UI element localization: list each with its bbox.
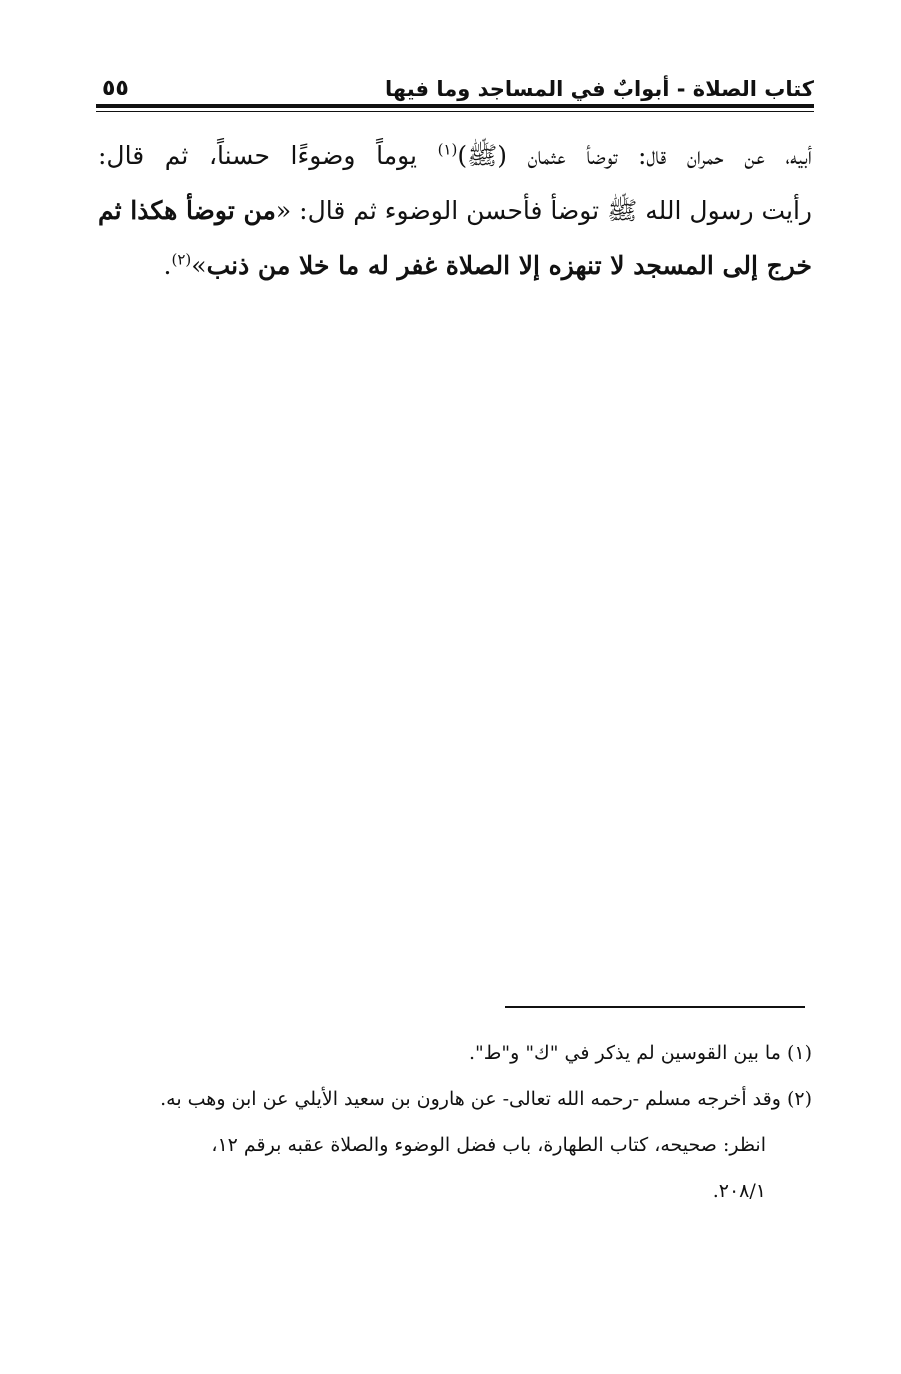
text-segment: أبيه، عن حمران قال: توضأ عثمان (ﷺ) [457,141,812,170]
chapter-title: كتاب الصلاة - أبوابٌ في المساجد وما فيها [384,77,814,101]
footnote-ref-2[interactable]: (٢) [171,250,192,269]
full-stop: . [163,251,172,280]
running-header [96,72,814,108]
hadith-text [98,128,812,293]
text-line-2 [98,183,812,238]
footnote-1: (١) ما بين القوسين لم يذكر في "ك" و"ط". [469,1042,812,1064]
header-rule [96,104,814,108]
footnotes [96,1030,812,1214]
text-line-1 [98,128,812,183]
hadith-quote-bold: خرج إلى المسجد لا تنهزه إلا الصلاة غفر له ما خلا من ذنب [206,251,812,280]
hadith-quote-bold: من توضأ هكذا ثم [98,196,276,225]
header-rule-thin [96,111,814,112]
footnote-ref-1[interactable]: (١) [437,140,458,159]
text-segment: يوماً وضوءًا حسناً، ثم قال: [98,141,438,170]
footnote-2-continuation: انظر: صحيحه، كتاب الطهارة، باب فضل الوضوء والصلاة عقبه برقم ١٢، [211,1134,766,1156]
footnote-2-reference: ٢٠٨/١. [712,1180,766,1202]
text-line-3 [98,238,812,293]
footnote-separator [505,1006,805,1008]
quote-close: » [191,251,207,280]
footnote-2: (٢) وقد أخرجه مسلم -رحمه الله تعالى- عن هارون بن سعيد الأيلي عن ابن وهب به. [160,1088,812,1110]
text-segment: رأيت رسول الله ﷺ توضأ فأحسن الوضوء ثم قال: « [275,196,812,225]
page-number: ٥٥ [102,76,129,101]
